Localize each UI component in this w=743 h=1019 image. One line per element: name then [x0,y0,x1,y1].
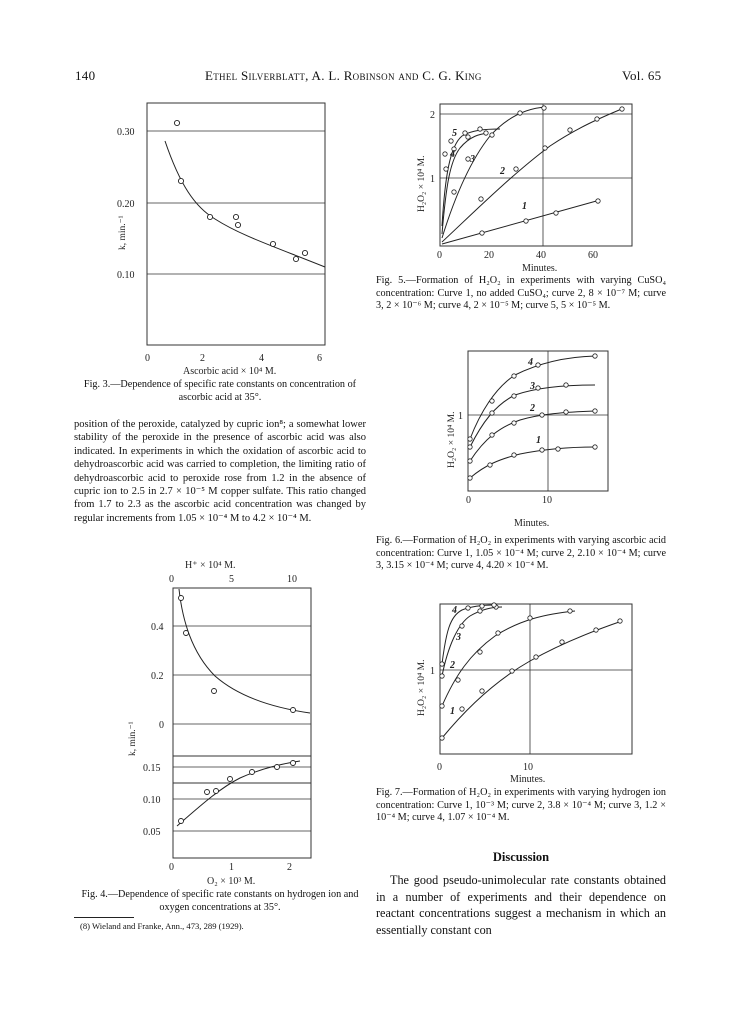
footnote: (8) Wieland and Franke, Ann., 473, 289 (1929). [80,921,244,931]
figure-5 [410,96,640,276]
fig6-curve-label-1: 1 [536,435,541,446]
fig5-xlabel: Minutes. [522,263,558,274]
fig7-xlabel: Minutes. [510,774,546,782]
fig3-point [178,178,183,183]
fig5-curve-label-5: 5 [452,128,457,139]
fig4-upper-point [179,596,184,601]
fig5-curve-label-3: 3 [470,154,475,165]
fig3-xtick-4: 4 [259,353,264,364]
figure-5-caption: Fig. 5.—Formation of H₂O₂ in experiments with varying CuSO₄ concentration: Curve 1, no added CuSO₄; curve 2, 8 × 10⁻⁷ M; curve 3, 2 × 10⁻⁶ M; curve 4, 2 × 10⁻⁵ M; curve 5, 5 × 10⁻⁵ M. [376,275,666,312]
fig4-lower-point [179,819,184,824]
fig7-ytick-1: 1 [430,666,435,677]
fig5-ylabel: H₂O₂ × 10⁴ M. [417,155,427,212]
fig5-xtick-40: 40 [536,250,546,261]
fig4-top-xtick-0: 0 [169,574,174,585]
fig3-point [207,214,212,219]
fig6-xlabel: Minutes. [514,518,550,529]
figure-4 [115,556,345,886]
fig4-ytick-02: 0.2 [151,671,164,682]
fig4-bottom-xtick-0: 0 [169,862,174,873]
fig4-bottom-xtick-2: 2 [287,862,292,873]
fig4-upper-fit [179,589,310,713]
fig4-upper-point [291,708,296,713]
fig4-bottom-xtick-1: 1 [229,862,234,873]
fig7-curve-label-4: 4 [452,605,457,616]
fig4-top-xlabel: H⁺ × 10⁴ M. [185,560,236,571]
figure-6-plot [440,343,620,531]
fig5-xtick-0: 0 [437,250,442,261]
fig3-ytick-020: 0.20 [117,199,135,210]
fig5-curve-2 [442,108,624,242]
fig4-lower-point [228,777,233,782]
fig4-upper-point [184,631,189,636]
fig3-point [235,222,240,227]
fig3-fit-curve [165,141,325,267]
fig3-xtick-0: 0 [145,353,150,364]
fig4-upper-point [212,689,217,694]
fig7-curve-label-3: 3 [456,632,461,643]
fig6-curve-label-4: 4 [528,357,533,368]
fig3-ytick-010: 0.10 [117,270,135,281]
figure-6-caption: Fig. 6.—Formation of H₂O₂ in experiments with varying ascorbic acid concentration: Curve 1, 1.05 × 10⁻⁴ M; curve 2, 2.10 × 10⁻⁴ M; curve 3, 3.15 × 10⁻⁴ M; curve 4, 4.20 × 10⁻⁴ M. [376,535,666,572]
fig4-lower-point [291,761,296,766]
fig6-xtick-0: 0 [466,495,471,506]
fig3-point [174,120,179,125]
fig5-curve-label-4: 4 [450,149,455,160]
fig3-xtick-2: 2 [200,353,205,364]
fig6-xtick-10: 10 [542,495,552,506]
fig7-xtick-0: 0 [437,762,442,773]
volume-label: Vol. 65 [622,68,662,83]
figure-5-plot [410,96,640,276]
fig3-point [270,241,275,246]
fig4-top-xtick-10: 10 [287,574,297,585]
fig6-curve-label-3: 3 [530,381,535,392]
fig5-xtick-60: 60 [588,250,598,261]
fig5-xtick-20: 20 [484,250,494,261]
figure-7 [410,596,640,782]
figure-4-plot [115,556,345,886]
figure-3-caption: Fig. 3.—Dependence of specific rate constants on concentration of ascorbic acid at 35°. [83,379,357,403]
running-head-authors: Ethel Silverblatt, A. L. Robinson and C. G. King [205,68,482,83]
fig6-ytick-1: 1 [458,411,463,422]
fig4-upper-frame [173,588,311,783]
fig5-ytick-1: 1 [430,174,435,185]
fig7-curve-label-2: 2 [450,660,455,671]
fig4-top-xtick-5: 5 [229,574,234,585]
discussion-paragraph: The good pseudo-unimolecular rate constants obtained in a number of experiments and their dependence on reactant concentrations suggest a mechanism in which an essentially constant con [376,873,666,937]
fig7-xtick-10: 10 [523,762,533,773]
fig7-frame [440,604,632,754]
figure-3 [95,95,355,380]
fig4-ytick-010: 0.10 [143,795,161,806]
fig3-xtick-6: 6 [317,353,322,364]
fig6-frame [468,351,608,491]
fig4-ylabel: k, min.⁻¹ [128,721,138,756]
fig4-lower-frame [173,756,311,858]
fig5-ytick-2: 2 [430,110,435,121]
page-number: 140 [75,68,96,83]
discussion-heading: Discussion [492,850,550,864]
fig5-frame [440,104,632,246]
fig7-curve-label-1: 1 [450,706,455,717]
fig3-point [293,256,298,261]
fig6-curve-4 [470,356,595,439]
fig6-ylabel: H₂O₂ × 10⁴ M. [447,411,457,468]
footnote-rule [74,917,134,918]
fig4-lower-point [275,765,280,770]
fig5-curve-1 [442,200,600,244]
fig5-curve-label-1: 1 [522,201,527,212]
fig4-ytick-005: 0.05 [143,827,161,838]
fig4-lower-point [250,770,255,775]
fig7-ylabel: H₂O₂ × 10⁴ M. [417,659,427,716]
left-paragraph: position of the peroxide, catalyzed by cupric ion⁸; a somewhat lower stability of the peroxide in the presence of ascorbic acid was also indicated. In experiments in which the oxidation of ascorbic acid to dehydroascorbic acid was carried to completion, the limiting ratio of dehydroascorbic acid to peroxide rose from 1.2 in the absence of cupric ion to 2.5 in 2.7 × 10⁻⁵ M copper sulfate. This ratio changed from 1.7 to 2.3 as the ascorbic acid concentration was changed by regular increments from 1.05 × 10⁻⁴ M to 4.2 × 10⁻⁴ M. [74,419,366,524]
fig3-point [233,214,238,219]
fig3-xlabel: Ascorbic acid × 10⁴ M. [183,366,277,377]
fig6-curve-label-2: 2 [530,403,535,414]
fig3-ytick-030: 0.30 [117,127,135,138]
fig3-ylabel: k, min.⁻¹ [118,215,128,250]
figure-7-caption: Fig. 7.—Formation of H₂O₂ in experiments with varying hydrogen ion concentration: Curve 1, 10⁻³ M; curve 2, 3.8 × 10⁻⁴ M; curve 3, 1.2 × 10⁻⁴ M; curve 4, 1.07 × 10⁻⁴ M. [376,787,666,824]
figure-4-caption: Fig. 4.—Dependence of specific rate constants on hydrogen ion and oxygen concentrations at 35°. [81,889,359,913]
fig4-lower-point [214,789,219,794]
fig5-curve-label-2: 2 [500,166,505,177]
fig4-ytick-015: 0.15 [143,763,161,774]
fig6-curve-1 [470,447,595,478]
fig3-point [302,250,307,255]
fig5-curve-3 [442,107,546,238]
fig4-ytick-04: 0.4 [151,622,164,633]
figure-6 [440,343,620,531]
figure-7-plot [410,596,640,782]
fig7-curve-1 [442,621,622,738]
fig4-lower-fit [177,761,300,826]
figure-3-plot [95,95,355,380]
fig4-ytick-0: 0 [159,720,164,731]
fig4-bottom-xlabel: O₂ × 10³ M. [207,876,256,886]
fig6-curve-2 [470,411,595,461]
fig4-lower-point [205,790,210,795]
fig7-curve-4 [442,605,494,664]
